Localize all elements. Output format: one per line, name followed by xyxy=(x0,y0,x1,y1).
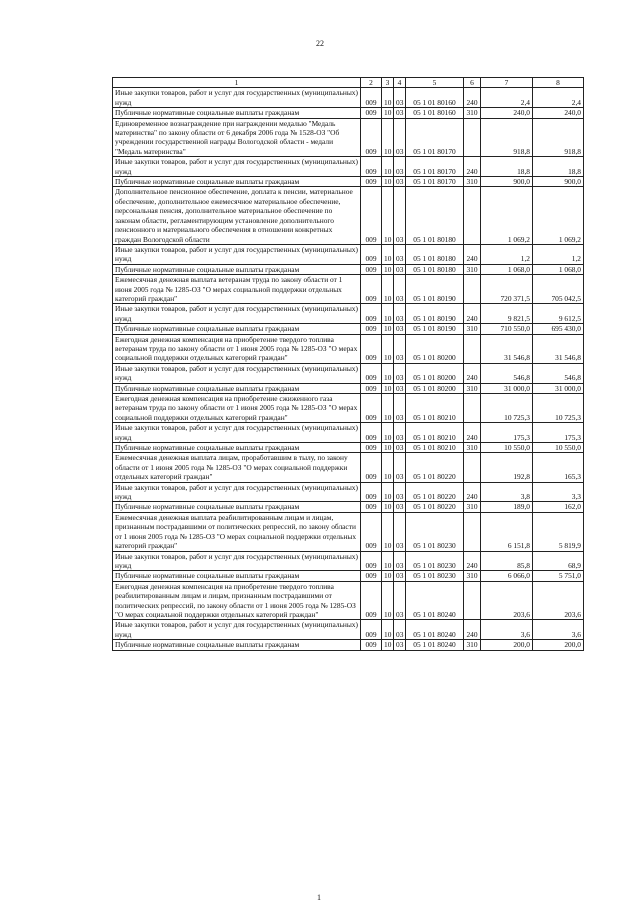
table-row xyxy=(113,304,584,324)
ministry-code-cell: 009 xyxy=(361,551,382,571)
expense-type-code-cell: 240 xyxy=(464,88,481,108)
ministry-code-cell: 009 xyxy=(361,187,382,244)
table-row xyxy=(113,187,584,244)
header-cell: 7 xyxy=(481,78,533,88)
section-code-cell: 10 xyxy=(382,304,394,324)
section-code-cell: 10 xyxy=(382,187,394,244)
amount-year-1-cell: 203,6 xyxy=(481,581,533,620)
subsection-code-cell: 03 xyxy=(394,581,406,620)
section-code-cell: 10 xyxy=(382,581,394,620)
expense-type-code-cell: 310 xyxy=(464,108,481,118)
section-code-cell: 10 xyxy=(382,640,394,650)
footer-mark: 1 xyxy=(317,893,321,902)
subsection-code-cell: 03 xyxy=(394,443,406,453)
section-code-cell: 10 xyxy=(382,324,394,334)
amount-year-1-cell: 710 550,0 xyxy=(481,324,533,334)
row-name-cell: Публичные нормативные социальные выплаты гражданам xyxy=(113,264,361,274)
section-code-cell: 10 xyxy=(382,571,394,581)
section-code-cell: 10 xyxy=(382,453,394,482)
section-code-cell: 10 xyxy=(382,334,394,363)
header-cell: 5 xyxy=(406,78,464,88)
subsection-code-cell: 03 xyxy=(394,187,406,244)
target-article-code-cell: 05 1 01 80190 xyxy=(406,304,464,324)
row-name-cell: Иные закупки товаров, работ и услуг для государственных (муниципальных) нужд xyxy=(113,157,361,177)
target-article-code-cell: 05 1 01 80180 xyxy=(406,264,464,274)
ministry-code-cell: 009 xyxy=(361,334,382,363)
target-article-code-cell: 05 1 01 80230 xyxy=(406,551,464,571)
expense-type-code-cell: 310 xyxy=(464,177,481,187)
amount-year-2-cell: 5 819,9 xyxy=(533,512,584,551)
subsection-code-cell: 03 xyxy=(394,264,406,274)
ministry-code-cell: 009 xyxy=(361,640,382,650)
subsection-code-cell: 03 xyxy=(394,394,406,423)
row-name-cell: Публичные нормативные социальные выплаты гражданам xyxy=(113,502,361,512)
table-row xyxy=(113,443,584,453)
subsection-code-cell: 03 xyxy=(394,275,406,304)
ministry-code-cell: 009 xyxy=(361,394,382,423)
row-name-cell: Ежемесячная денежная выплата лицам, проработавшим в тылу, по закону области от 1 июня 2005 года № 1285-ОЗ "О мерах социальной поддержки отдельных категорий граждан" xyxy=(113,453,361,482)
amount-year-2-cell: 9 612,5 xyxy=(533,304,584,324)
amount-year-1-cell: 2,4 xyxy=(481,88,533,108)
amount-year-2-cell: 10 725,3 xyxy=(533,394,584,423)
amount-year-2-cell: 203,6 xyxy=(533,581,584,620)
row-name-cell: Иные закупки товаров, работ и услуг для государственных (муниципальных) нужд xyxy=(113,304,361,324)
expense-type-code-cell: 310 xyxy=(464,324,481,334)
expense-type-code-cell: 310 xyxy=(464,443,481,453)
section-code-cell: 10 xyxy=(382,423,394,443)
target-article-code-cell: 05 1 01 80200 xyxy=(406,383,464,393)
table-row xyxy=(113,118,584,157)
header-cell: 8 xyxy=(533,78,584,88)
row-name-cell: Иные закупки товаров, работ и услуг для государственных (муниципальных) нужд xyxy=(113,551,361,571)
ministry-code-cell: 009 xyxy=(361,157,382,177)
amount-year-2-cell: 5 751,0 xyxy=(533,571,584,581)
table-row xyxy=(113,640,584,650)
amount-year-1-cell: 10 550,0 xyxy=(481,443,533,453)
amount-year-2-cell: 546,8 xyxy=(533,363,584,383)
table-row xyxy=(113,482,584,502)
row-name-cell: Публичные нормативные социальные выплаты гражданам xyxy=(113,177,361,187)
row-name-cell: Публичные нормативные социальные выплаты гражданам xyxy=(113,324,361,334)
table-row xyxy=(113,383,584,393)
table-row xyxy=(113,453,584,482)
row-name-cell: Иные закупки товаров, работ и услуг для государственных (муниципальных) нужд xyxy=(113,363,361,383)
amount-year-1-cell: 175,3 xyxy=(481,423,533,443)
amount-year-2-cell: 200,0 xyxy=(533,640,584,650)
expense-type-code-cell xyxy=(464,512,481,551)
ministry-code-cell: 009 xyxy=(361,118,382,157)
expense-type-code-cell xyxy=(464,394,481,423)
row-name-cell: Ежегодная денежная компенсация на приобретение твердого топлива ветеранам труда по закону области от 1 июня 2005 года № 1285-ОЗ "О мерах социальной поддержки отдельных категорий граждан" xyxy=(113,334,361,363)
amount-year-1-cell: 1 069,2 xyxy=(481,187,533,244)
target-article-code-cell: 05 1 01 80210 xyxy=(406,423,464,443)
table-row xyxy=(113,581,584,620)
amount-year-1-cell: 720 371,5 xyxy=(481,275,533,304)
row-name-cell: Ежемесячная денежная выплата реабилитированным лицам и лицам, признанным пострадавшими от политических репрессий, по закону области от 1 июня 2005 года № 1285-ОЗ "О мерах социальной поддержки отдельных категорий граждан" xyxy=(113,512,361,551)
target-article-code-cell: 05 1 01 80240 xyxy=(406,640,464,650)
table-row xyxy=(113,363,584,383)
ministry-code-cell: 009 xyxy=(361,244,382,264)
target-article-code-cell: 05 1 01 80240 xyxy=(406,620,464,640)
ministry-code-cell: 009 xyxy=(361,88,382,108)
table-row xyxy=(113,108,584,118)
ministry-code-cell: 009 xyxy=(361,423,382,443)
target-article-code-cell: 05 1 01 80200 xyxy=(406,334,464,363)
expense-type-code-cell xyxy=(464,453,481,482)
expense-type-code-cell: 310 xyxy=(464,264,481,274)
amount-year-1-cell: 1,2 xyxy=(481,244,533,264)
target-article-code-cell: 05 1 01 80190 xyxy=(406,275,464,304)
subsection-code-cell: 03 xyxy=(394,363,406,383)
row-name-cell: Публичные нормативные социальные выплаты гражданам xyxy=(113,640,361,650)
expense-type-code-cell: 240 xyxy=(464,620,481,640)
amount-year-2-cell: 31 000,0 xyxy=(533,383,584,393)
expense-type-code-cell: 240 xyxy=(464,244,481,264)
expense-type-code-cell: 240 xyxy=(464,482,481,502)
expense-type-code-cell: 240 xyxy=(464,423,481,443)
table-row xyxy=(113,571,584,581)
ministry-code-cell: 009 xyxy=(361,304,382,324)
table-row xyxy=(113,275,584,304)
target-article-code-cell: 05 1 01 80160 xyxy=(406,88,464,108)
amount-year-2-cell: 900,0 xyxy=(533,177,584,187)
header-cell: 6 xyxy=(464,78,481,88)
section-code-cell: 10 xyxy=(382,394,394,423)
section-code-cell: 10 xyxy=(382,363,394,383)
subsection-code-cell: 03 xyxy=(394,88,406,108)
section-code-cell: 10 xyxy=(382,443,394,453)
ministry-code-cell: 009 xyxy=(361,571,382,581)
table-row xyxy=(113,551,584,571)
target-article-code-cell: 05 1 01 80180 xyxy=(406,244,464,264)
subsection-code-cell: 03 xyxy=(394,304,406,324)
amount-year-1-cell: 1 068,0 xyxy=(481,264,533,274)
ministry-code-cell: 009 xyxy=(361,324,382,334)
subsection-code-cell: 03 xyxy=(394,482,406,502)
target-article-code-cell: 05 1 01 80180 xyxy=(406,187,464,244)
expense-type-code-cell xyxy=(464,581,481,620)
table-row xyxy=(113,324,584,334)
table-row xyxy=(113,264,584,274)
budget-table xyxy=(112,77,584,651)
header-cell: 2 xyxy=(361,78,382,88)
subsection-code-cell: 03 xyxy=(394,571,406,581)
section-code-cell: 10 xyxy=(382,275,394,304)
section-code-cell: 10 xyxy=(382,512,394,551)
target-article-code-cell: 05 1 01 80190 xyxy=(406,324,464,334)
amount-year-2-cell: 165,3 xyxy=(533,453,584,482)
expense-type-code-cell xyxy=(464,334,481,363)
amount-year-2-cell: 31 546,8 xyxy=(533,334,584,363)
section-code-cell: 10 xyxy=(382,383,394,393)
ministry-code-cell: 009 xyxy=(361,620,382,640)
row-name-cell: Ежемесячная денежная выплата ветеранам труда по закону области от 1 июня 2005 года № 1285-ОЗ "О мерах социальной поддержки отдельных категорий граждан" xyxy=(113,275,361,304)
subsection-code-cell: 03 xyxy=(394,640,406,650)
section-code-cell: 10 xyxy=(382,551,394,571)
header-cell: 1 xyxy=(113,78,361,88)
ministry-code-cell: 009 xyxy=(361,482,382,502)
amount-year-2-cell: 18,8 xyxy=(533,157,584,177)
amount-year-1-cell: 3,8 xyxy=(481,482,533,502)
expense-type-code-cell: 240 xyxy=(464,157,481,177)
subsection-code-cell: 03 xyxy=(394,334,406,363)
table-row xyxy=(113,88,584,108)
amount-year-1-cell: 546,8 xyxy=(481,363,533,383)
row-name-cell: Иные закупки товаров, работ и услуг для государственных (муниципальных) нужд xyxy=(113,620,361,640)
amount-year-2-cell: 162,0 xyxy=(533,502,584,512)
expense-type-code-cell: 240 xyxy=(464,551,481,571)
expense-type-code-cell: 310 xyxy=(464,640,481,650)
section-code-cell: 10 xyxy=(382,620,394,640)
subsection-code-cell: 03 xyxy=(394,502,406,512)
expense-type-code-cell xyxy=(464,118,481,157)
expense-type-code-cell: 310 xyxy=(464,502,481,512)
subsection-code-cell: 03 xyxy=(394,244,406,264)
amount-year-2-cell: 3,6 xyxy=(533,620,584,640)
amount-year-2-cell: 1,2 xyxy=(533,244,584,264)
row-name-cell: Иные закупки товаров, работ и услуг для государственных (муниципальных) нужд xyxy=(113,423,361,443)
ministry-code-cell: 009 xyxy=(361,383,382,393)
target-article-code-cell: 05 1 01 80230 xyxy=(406,512,464,551)
table-row xyxy=(113,177,584,187)
subsection-code-cell: 03 xyxy=(394,108,406,118)
subsection-code-cell: 03 xyxy=(394,177,406,187)
target-article-code-cell: 05 1 01 80210 xyxy=(406,443,464,453)
amount-year-2-cell: 1 068,0 xyxy=(533,264,584,274)
target-article-code-cell: 05 1 01 80220 xyxy=(406,453,464,482)
expense-type-code-cell xyxy=(464,275,481,304)
row-name-cell: Публичные нормативные социальные выплаты гражданам xyxy=(113,443,361,453)
amount-year-1-cell: 240,0 xyxy=(481,108,533,118)
table-row xyxy=(113,512,584,551)
row-name-cell: Иные закупки товаров, работ и услуг для государственных (муниципальных) нужд xyxy=(113,88,361,108)
amount-year-1-cell: 900,0 xyxy=(481,177,533,187)
table-row xyxy=(113,620,584,640)
expense-type-code-cell: 240 xyxy=(464,363,481,383)
amount-year-1-cell: 85,8 xyxy=(481,551,533,571)
target-article-code-cell: 05 1 01 80240 xyxy=(406,581,464,620)
amount-year-1-cell: 3,6 xyxy=(481,620,533,640)
amount-year-1-cell: 200,0 xyxy=(481,640,533,650)
row-name-cell: Публичные нормативные социальные выплаты гражданам xyxy=(113,571,361,581)
subsection-code-cell: 03 xyxy=(394,453,406,482)
subsection-code-cell: 03 xyxy=(394,423,406,443)
subsection-code-cell: 03 xyxy=(394,551,406,571)
target-article-code-cell: 05 1 01 80230 xyxy=(406,571,464,581)
amount-year-2-cell: 240,0 xyxy=(533,108,584,118)
target-article-code-cell: 05 1 01 80210 xyxy=(406,394,464,423)
amount-year-2-cell: 2,4 xyxy=(533,88,584,108)
amount-year-1-cell: 31 000,0 xyxy=(481,383,533,393)
section-code-cell: 10 xyxy=(382,108,394,118)
target-article-code-cell: 05 1 01 80170 xyxy=(406,157,464,177)
amount-year-2-cell: 3,3 xyxy=(533,482,584,502)
target-article-code-cell: 05 1 01 80220 xyxy=(406,482,464,502)
table-row xyxy=(113,423,584,443)
section-code-cell: 10 xyxy=(382,157,394,177)
amount-year-2-cell: 918,8 xyxy=(533,118,584,157)
ministry-code-cell: 009 xyxy=(361,512,382,551)
amount-year-2-cell: 705 042,5 xyxy=(533,275,584,304)
ministry-code-cell: 009 xyxy=(361,264,382,274)
page-number: 22 xyxy=(316,39,324,48)
amount-year-1-cell: 6 151,8 xyxy=(481,512,533,551)
amount-year-1-cell: 6 066,0 xyxy=(481,571,533,581)
table-header-row xyxy=(113,78,584,88)
target-article-code-cell: 05 1 01 80200 xyxy=(406,363,464,383)
expense-type-code-cell: 310 xyxy=(464,383,481,393)
header-cell: 3 xyxy=(382,78,394,88)
section-code-cell: 10 xyxy=(382,177,394,187)
table-row xyxy=(113,157,584,177)
subsection-code-cell: 03 xyxy=(394,118,406,157)
row-name-cell: Иные закупки товаров, работ и услуг для государственных (муниципальных) нужд xyxy=(113,244,361,264)
ministry-code-cell: 009 xyxy=(361,275,382,304)
row-name-cell: Ежегодная денежная компенсация на приобретение сжиженного газа ветеранам труда по закону области от 1 июня 2005 года № 1285-ОЗ "О мерах социальной поддержки отдельных категорий граждан" xyxy=(113,394,361,423)
amount-year-1-cell: 918,8 xyxy=(481,118,533,157)
target-article-code-cell: 05 1 01 80170 xyxy=(406,118,464,157)
amount-year-1-cell: 10 725,3 xyxy=(481,394,533,423)
table-row xyxy=(113,394,584,423)
ministry-code-cell: 009 xyxy=(361,177,382,187)
ministry-code-cell: 009 xyxy=(361,581,382,620)
ministry-code-cell: 009 xyxy=(361,108,382,118)
amount-year-2-cell: 175,3 xyxy=(533,423,584,443)
amount-year-2-cell: 1 069,2 xyxy=(533,187,584,244)
budget-table-body xyxy=(113,78,584,651)
section-code-cell: 10 xyxy=(382,502,394,512)
amount-year-2-cell: 695 430,0 xyxy=(533,324,584,334)
subsection-code-cell: 03 xyxy=(394,383,406,393)
ministry-code-cell: 009 xyxy=(361,443,382,453)
amount-year-1-cell: 192,8 xyxy=(481,453,533,482)
expense-type-code-cell: 240 xyxy=(464,304,481,324)
target-article-code-cell: 05 1 01 80160 xyxy=(406,108,464,118)
table-row xyxy=(113,502,584,512)
amount-year-1-cell: 18,8 xyxy=(481,157,533,177)
amount-year-1-cell: 31 546,8 xyxy=(481,334,533,363)
row-name-cell: Единовременное вознаграждение при награждении медалью "Медаль материнства" по закону области от 6 декабря 2006 года № 1528-ОЗ "Об учреждении государственной награды Вологодской области - медали "Медаль материнства" xyxy=(113,118,361,157)
ministry-code-cell: 009 xyxy=(361,363,382,383)
subsection-code-cell: 03 xyxy=(394,157,406,177)
section-code-cell: 10 xyxy=(382,244,394,264)
header-cell: 4 xyxy=(394,78,406,88)
section-code-cell: 10 xyxy=(382,482,394,502)
amount-year-2-cell: 68,9 xyxy=(533,551,584,571)
section-code-cell: 10 xyxy=(382,264,394,274)
subsection-code-cell: 03 xyxy=(394,620,406,640)
row-name-cell: Ежегодная денежная компенсация на приобретение твердого топлива реабилитированным лицам и лицам, признанным пострадавшими от политических репрессий, по закону области от 1 июня 2005 года № 1285-ОЗ "О мерах социальной поддержки отдельных категорий граждан" xyxy=(113,581,361,620)
table-row xyxy=(113,244,584,264)
subsection-code-cell: 03 xyxy=(394,324,406,334)
row-name-cell: Дополнительное пенсионное обеспечение, доплата к пенсии, материальное обеспечение, дополнительное ежемесячное материальное обеспечение, персональная пенсия, дополнительное материальное обеспечение по законам области, регламентирующим установление дополнительного пенсионного и материального обеспечения в отношении конкретных граждан Вологодской области xyxy=(113,187,361,244)
row-name-cell: Иные закупки товаров, работ и услуг для государственных (муниципальных) нужд xyxy=(113,482,361,502)
expense-type-code-cell: 310 xyxy=(464,571,481,581)
amount-year-1-cell: 189,0 xyxy=(481,502,533,512)
section-code-cell: 10 xyxy=(382,88,394,108)
ministry-code-cell: 009 xyxy=(361,502,382,512)
table-row xyxy=(113,334,584,363)
ministry-code-cell: 009 xyxy=(361,453,382,482)
subsection-code-cell: 03 xyxy=(394,512,406,551)
amount-year-2-cell: 10 550,0 xyxy=(533,443,584,453)
row-name-cell: Публичные нормативные социальные выплаты гражданам xyxy=(113,108,361,118)
section-code-cell: 10 xyxy=(382,118,394,157)
target-article-code-cell: 05 1 01 80220 xyxy=(406,502,464,512)
expense-type-code-cell xyxy=(464,187,481,244)
row-name-cell: Публичные нормативные социальные выплаты гражданам xyxy=(113,383,361,393)
amount-year-1-cell: 9 821,5 xyxy=(481,304,533,324)
target-article-code-cell: 05 1 01 80170 xyxy=(406,177,464,187)
